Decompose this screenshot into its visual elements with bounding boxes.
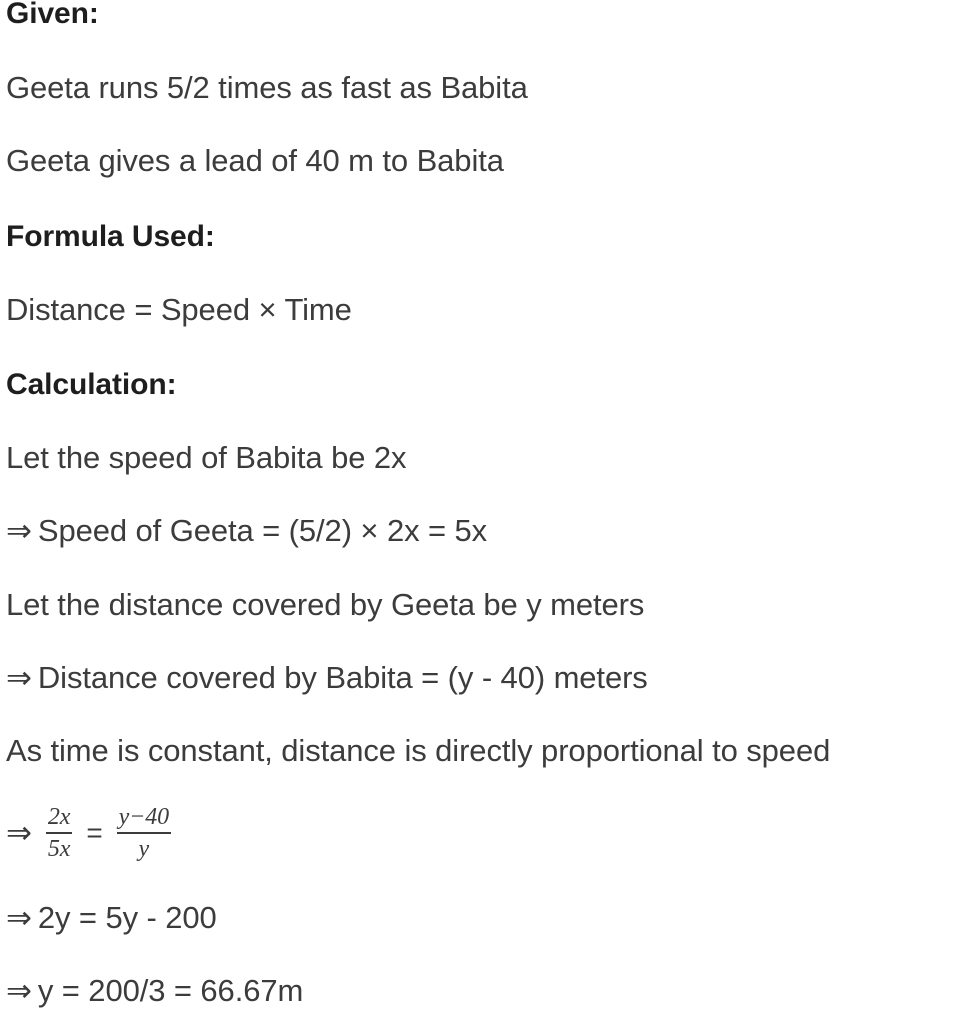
given-line-speed-ratio: Geeta runs 5/2 times as fast as Babita [6,70,528,105]
calc-line-geeta-distance: Let the distance covered by Geeta be y meters [6,587,645,622]
implies-arrow-icon: ⇒ [6,815,32,850]
calc-line-simplify [6,898,217,938]
fraction-distance-ratio [117,804,171,862]
equals-sign: = [86,817,103,848]
calculation-heading: Calculation: [6,368,177,401]
implies-arrow-icon: ⇒ [6,900,32,935]
fraction-numerator: y−40 [117,804,171,834]
calc-line-result [6,971,303,1011]
formula-line: Distance = Speed × Time [6,292,352,327]
fraction-speed-ratio [46,804,72,862]
calc-line-geeta-speed-text: Speed of Geeta = (5/2) × 2x = 5x [37,513,488,548]
calc-line-babita-distance [6,658,648,698]
solution-document [6,0,956,1024]
calc-line-result-text: y = 200/3 = 66.67m [37,973,304,1008]
fraction-denominator: y [138,836,150,862]
fraction-denominator: 5x [47,836,71,862]
formula-heading: Formula Used: [6,220,215,253]
fraction-numerator: 2x [46,804,72,834]
implies-arrow-icon: ⇒ [6,973,32,1008]
calc-line-simplify-text: 2y = 5y - 200 [37,900,217,935]
calc-line-geeta-speed [6,511,487,551]
given-heading: Given: [6,0,99,30]
calc-line-babita-distance-text: Distance covered by Babita = (y - 40) meters [37,660,648,695]
given-line-lead: Geeta gives a lead of 40 m to Babita [6,143,504,178]
calc-line-babita-speed: Let the speed of Babita be 2x [6,440,407,475]
implies-arrow-icon: ⇒ [6,513,32,548]
implies-arrow-icon: ⇒ [6,660,32,695]
calc-line-ratio-equation [6,804,179,862]
calc-line-proportional: As time is constant, distance is directly proportional to speed [6,733,831,768]
